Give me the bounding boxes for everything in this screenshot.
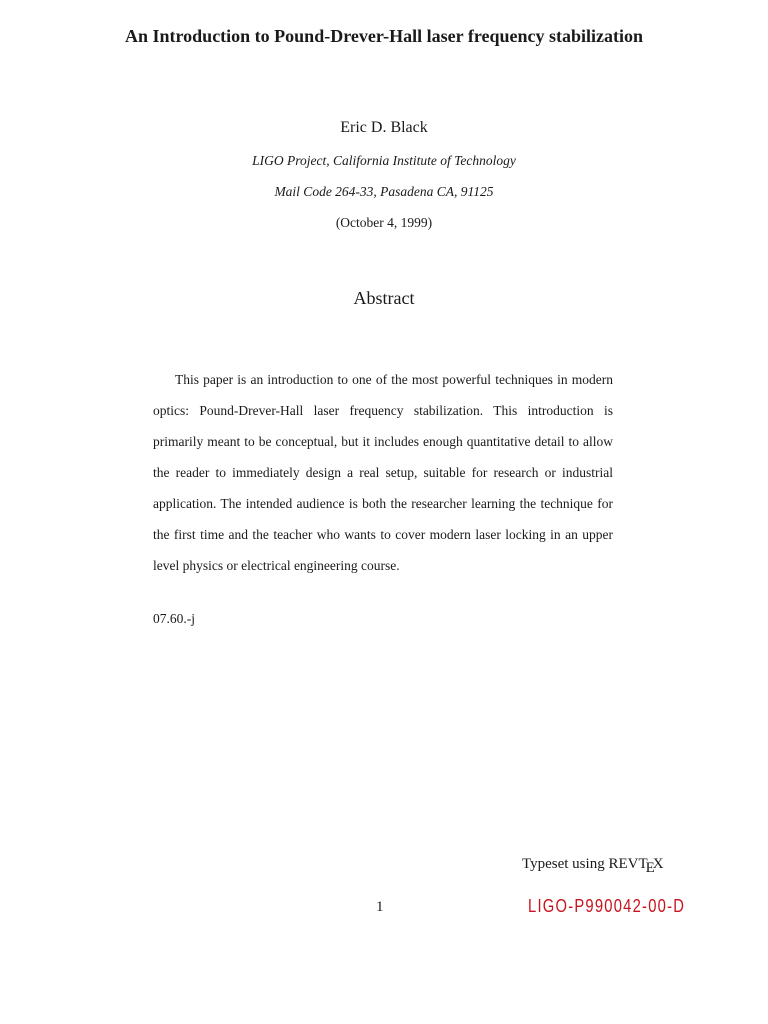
- typeset-tex-x: X: [652, 856, 664, 872]
- page-number: 1: [376, 899, 384, 915]
- author-name: Eric D. Black: [340, 119, 428, 136]
- affiliation-address: Mail Code 264-33, Pasadena CA, 91125: [274, 184, 494, 199]
- affiliation-institution: LIGO Project, California Institute of Technology: [252, 153, 516, 168]
- abstract-heading: Abstract: [353, 288, 415, 308]
- paper-date: (October 4, 1999): [335, 215, 433, 230]
- report-number: LIGO-P990042-00-D: [528, 896, 686, 916]
- typeset-note: [522, 856, 664, 876]
- typeset-prefix: Typeset using REVT: [522, 856, 648, 872]
- pacs-code: 07.60.-j: [153, 611, 195, 626]
- typeset-tex-e: E: [645, 860, 655, 876]
- abstract-text: This paper is an introduction to one of the most powerful techniques in modern optics: Pound-Drever-Hall laser frequency stabilization. This introduction is primarily meant to be conceptual, but it includes enough quantitative detail to allow the reader to immediately design a real setup, suitable for research or industrial application. The intended audience is both the researcher learning the technique for the first time and the teacher who wants to cover modern laser locking in an upper level physics or electrical engineering course.: [153, 372, 613, 573]
- paper-title: An Introduction to Pound-Drever-Hall laser frequency stabilization: [124, 26, 643, 46]
